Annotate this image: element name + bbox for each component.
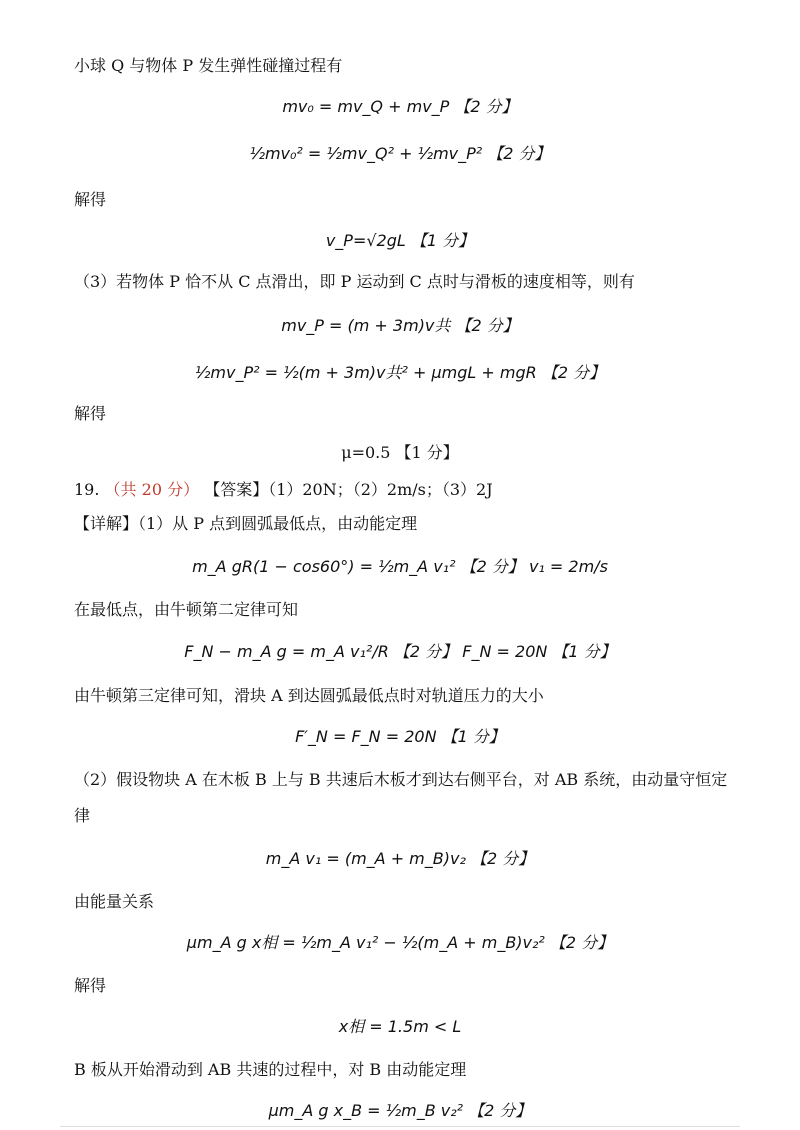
question-score: （共 20 分） — [104, 480, 200, 499]
equation: m_A gR(1 − cos60°) = ½m_A v₁² 【2 分】 v₁ = 2m/s — [192, 557, 608, 576]
question-header — [74, 480, 493, 500]
text-line: 小球 Q 与物体 P 发生弹性碰撞过程有 — [74, 56, 343, 75]
equation: mv₀ = mv_Q + mv_P 【2 分】 — [282, 97, 518, 116]
answer-summary: 【答案】（1）20N；（2）2m/s；（3）2J — [204, 480, 493, 499]
equation: μm_A g x相 = ½m_A v₁² − ½(m_A + m_B)v₂² 【2 分】 — [186, 933, 614, 952]
equation: m_A v₁ = (m_A + m_B)v₂ 【2 分】 — [265, 849, 535, 868]
equation: F′_N = F_N = 20N 【1 分】 — [295, 727, 505, 746]
text-line: 由能量关系 — [74, 892, 155, 911]
text-line: 律 — [74, 806, 91, 825]
text-line: 解得 — [74, 190, 107, 209]
equation: μ=0.5 【1 分】 — [341, 443, 459, 462]
text-line: 解得 — [74, 976, 107, 995]
text-line: （2）假设物块 A 在木板 B 上与 B 共速后木板才到达右侧平台，对 AB 系统，由动量守恒定 — [74, 770, 728, 789]
text-line: B 板从开始滑动到 AB 共速的过程中，对 B 由动能定理 — [74, 1060, 467, 1079]
equation: ½mv₀² = ½mv_Q² + ½mv_P² 【2 分】 — [249, 144, 551, 163]
text-line: 解得 — [74, 404, 107, 423]
page-divider — [60, 1126, 740, 1127]
equation: x相 = 1.5m < L — [338, 1017, 462, 1036]
equation: mv_P = (m + 3m)v共 【2 分】 — [281, 316, 519, 335]
text-line: 由牛顿第三定律可知，滑块 A 到达圆弧最低点时对轨道压力的大小 — [74, 686, 544, 705]
text-line: （3）若物体 P 恰不从 C 点滑出，即 P 运动到 C 点时与滑板的速度相等，则有 — [74, 272, 635, 291]
equation: F_N − m_A g = m_A v₁²/R 【2 分】 F_N = 20N 【1 分】 — [184, 642, 616, 661]
question-number: 19. — [74, 480, 100, 499]
equation: μm_A g x_B = ½m_B v₂² 【2 分】 — [268, 1101, 532, 1120]
text-line: 【详解】（1）从 P 点到圆弧最低点，由动能定理 — [74, 514, 418, 533]
equation: ½mv_P² = ½(m + 3m)v共² + μmgL + mgR 【2 分】 — [194, 363, 606, 382]
equation: v_P=√2gL 【1 分】 — [325, 231, 475, 250]
text-line: 在最低点，由牛顿第二定律可知 — [74, 600, 299, 619]
